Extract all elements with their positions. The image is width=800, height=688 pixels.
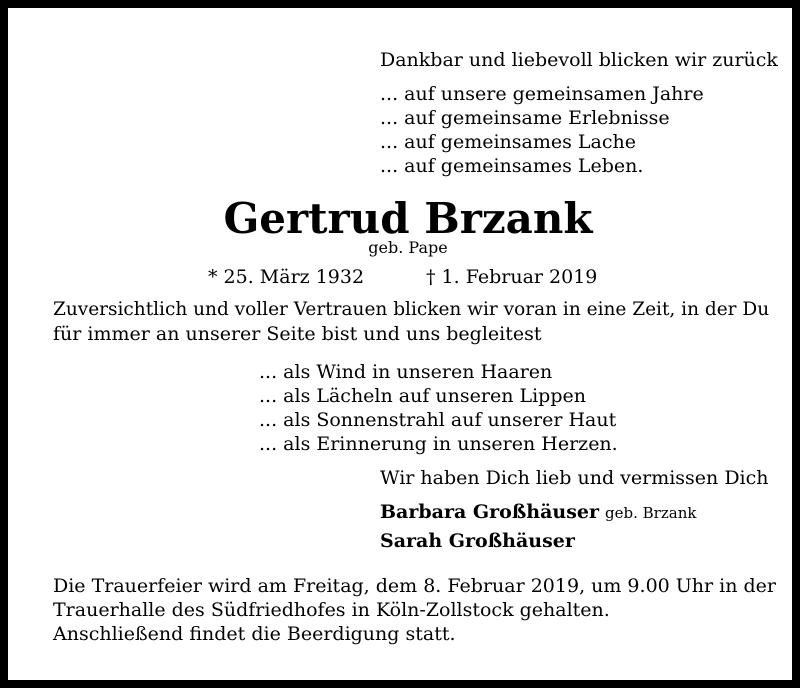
deceased-name: Gertrud Brzank — [223, 194, 593, 243]
death-date: † 1. Februar 2019 — [426, 266, 598, 288]
confidence-line: Zuversichtlich und voller Vertrauen blicken wir voran in eine Zeit, in der Du — [53, 299, 770, 320]
service-line: Anschließend findet die Beerdigung statt. — [53, 623, 456, 645]
intro-line: ... auf gemeinsames Leben. — [380, 155, 644, 177]
maiden-name: geb. Pape — [368, 238, 448, 257]
intro-line: ... auf gemeinsame Erlebnisse — [380, 107, 670, 129]
service-line: Trauerhalle des Südfriedhofes in Köln-Zollstock gehalten. — [53, 599, 610, 621]
confidence-item: ... als Lächeln auf unseren Lippen — [259, 385, 586, 407]
signatory-name: Barbara Großhäuser — [380, 501, 599, 523]
signatory — [380, 529, 575, 553]
intro-line: ... auf unsere gemeinsamen Jahre — [380, 83, 704, 105]
signatory-name: Sarah Großhäuser — [380, 530, 575, 552]
service-line: Die Trauerfeier wird am Freitag, dem 8. Februar 2019, um 9.00 Uhr in der — [53, 575, 776, 597]
confidence-line: für immer an unserer Seite bist und uns begleitest — [53, 323, 542, 345]
birth-date: * 25. März 1932 — [208, 266, 365, 288]
intro-line: ... auf gemeinsames Lache — [380, 131, 636, 153]
signatory-note: geb. Brzank — [605, 504, 697, 522]
closing-line: Wir haben Dich lieb und vermissen Dich — [380, 467, 769, 489]
confidence-item: ... als Sonnenstrahl auf unserer Haut — [259, 409, 617, 431]
confidence-item: ... als Wind in unseren Haaren — [259, 361, 553, 383]
signatory — [380, 500, 696, 525]
intro-heading: Dankbar und liebevoll blicken wir zurück — [380, 49, 778, 71]
confidence-item: ... als Erinnerung in unseren Herzen. — [259, 433, 618, 455]
